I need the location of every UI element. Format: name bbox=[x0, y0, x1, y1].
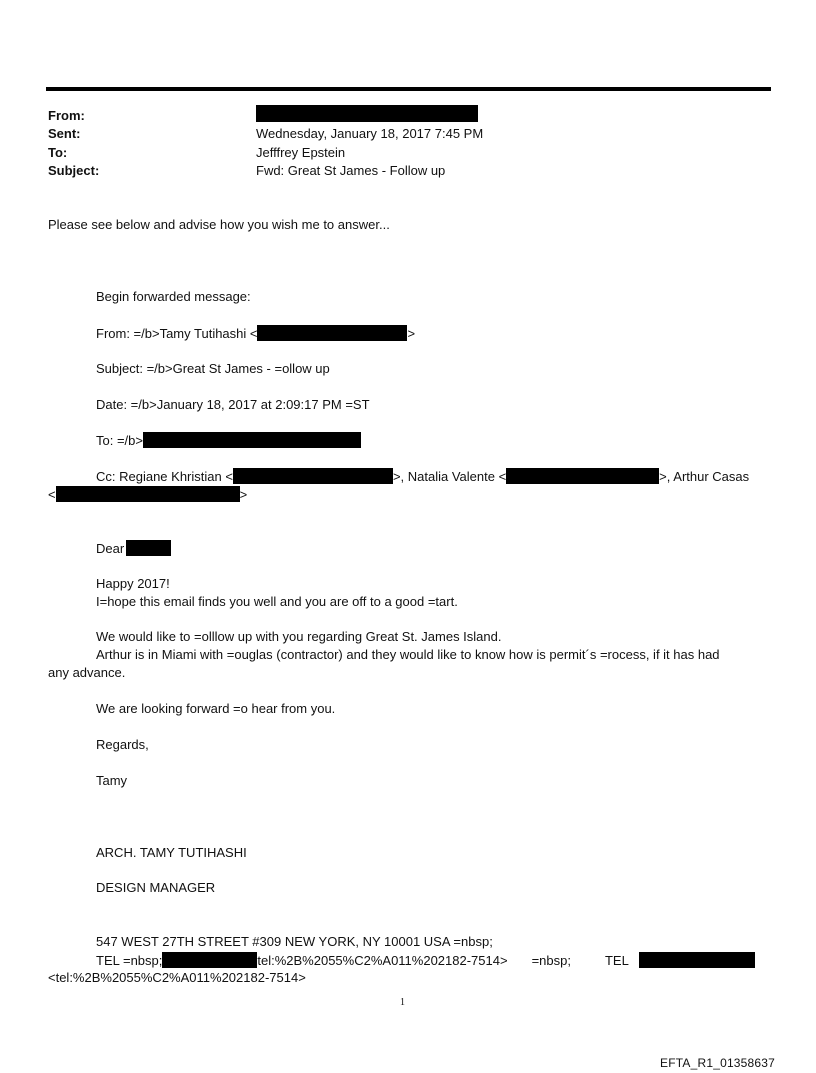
redaction bbox=[233, 468, 393, 484]
happy-text: Happy 2017! bbox=[96, 576, 170, 591]
dear-text: Dear bbox=[96, 541, 125, 556]
cc-line2-prefix: < bbox=[48, 487, 56, 502]
signature-title: DESIGN MANAGER bbox=[96, 880, 216, 895]
tel-line bbox=[96, 952, 755, 968]
intro-text: Please see below and advise how you wish me to answer... bbox=[48, 217, 390, 232]
cc-prefix: Cc: Regiane Khristian < bbox=[96, 469, 233, 484]
tel2-label: TEL bbox=[604, 953, 629, 968]
forward-from-prefix: From: =/b>Tamy Tutihashi < bbox=[96, 326, 258, 341]
header-rule bbox=[46, 87, 771, 91]
forward-date: Date: =/b>January 18, 2017 at 2:09:17 PM =ST bbox=[96, 397, 370, 412]
from-label: From: bbox=[48, 108, 85, 123]
cc-line2-suffix: > bbox=[239, 487, 248, 502]
redaction bbox=[162, 952, 257, 968]
to-value: Jefffrey Epstein bbox=[256, 145, 346, 160]
forward-from-suffix: > bbox=[407, 326, 416, 341]
hope-text: I=hope this email finds you well and you are off to a good =tart. bbox=[96, 594, 458, 609]
forward-cc-line bbox=[96, 468, 749, 484]
cc-mid2: >, Arthur Casas bbox=[659, 469, 750, 484]
address-text: 547 WEST 27TH STREET #309 NEW YORK, NY 10001 USA =nbsp; bbox=[96, 934, 493, 949]
name-text: Tamy bbox=[96, 773, 128, 788]
forward-subject: Subject: =/b>Great St James - =ollow up bbox=[96, 361, 330, 376]
redaction bbox=[126, 540, 171, 556]
redaction bbox=[56, 486, 240, 502]
subject-label: Subject: bbox=[48, 163, 100, 178]
redaction bbox=[506, 468, 659, 484]
forward-to-prefix: To: =/b> bbox=[96, 433, 143, 448]
forward-cc-line2 bbox=[48, 486, 247, 502]
subject-value: Fwd: Great St James - Follow up bbox=[256, 163, 446, 178]
forward-begin: Begin forwarded message: bbox=[96, 289, 251, 304]
tel-line2: <tel:%2B%2055%C2%A011%202182-7514> bbox=[48, 970, 306, 985]
bates-number: EFTA_R1_01358637 bbox=[660, 1056, 776, 1070]
tel-link: tel:%2B%2055%C2%A011%202182-7514> bbox=[257, 953, 508, 968]
signature-name: ARCH. TAMY TUTIHASHI bbox=[96, 845, 247, 860]
to-label: To: bbox=[48, 145, 68, 160]
arthur-text: Arthur is in Miami with =ouglas (contractor) and they would like to know how is permit´s =rocess, if it has had bbox=[96, 647, 720, 662]
forward-from-line bbox=[96, 325, 415, 341]
dear-line bbox=[96, 540, 171, 556]
page-number: 1 bbox=[400, 997, 405, 1008]
forward-to-line bbox=[96, 432, 361, 448]
redaction bbox=[143, 432, 361, 448]
cc-mid1: >, Natalia Valente < bbox=[392, 469, 507, 484]
redaction bbox=[639, 952, 755, 968]
forward-text: We are looking forward =o hear from you. bbox=[96, 701, 336, 716]
tel-prefix: TEL =nbsp; bbox=[96, 953, 163, 968]
nbsp-text: =nbsp; bbox=[531, 953, 571, 968]
regards-text: Regards, bbox=[96, 737, 149, 752]
redaction bbox=[257, 325, 407, 341]
sent-value: Wednesday, January 18, 2017 7:45 PM bbox=[256, 126, 484, 141]
advance-text: any advance. bbox=[48, 665, 126, 680]
sent-label: Sent: bbox=[48, 126, 81, 141]
from-redaction bbox=[256, 105, 478, 122]
follow-up-text: We would like to =olllow up with you regarding Great St. James Island. bbox=[96, 629, 502, 644]
